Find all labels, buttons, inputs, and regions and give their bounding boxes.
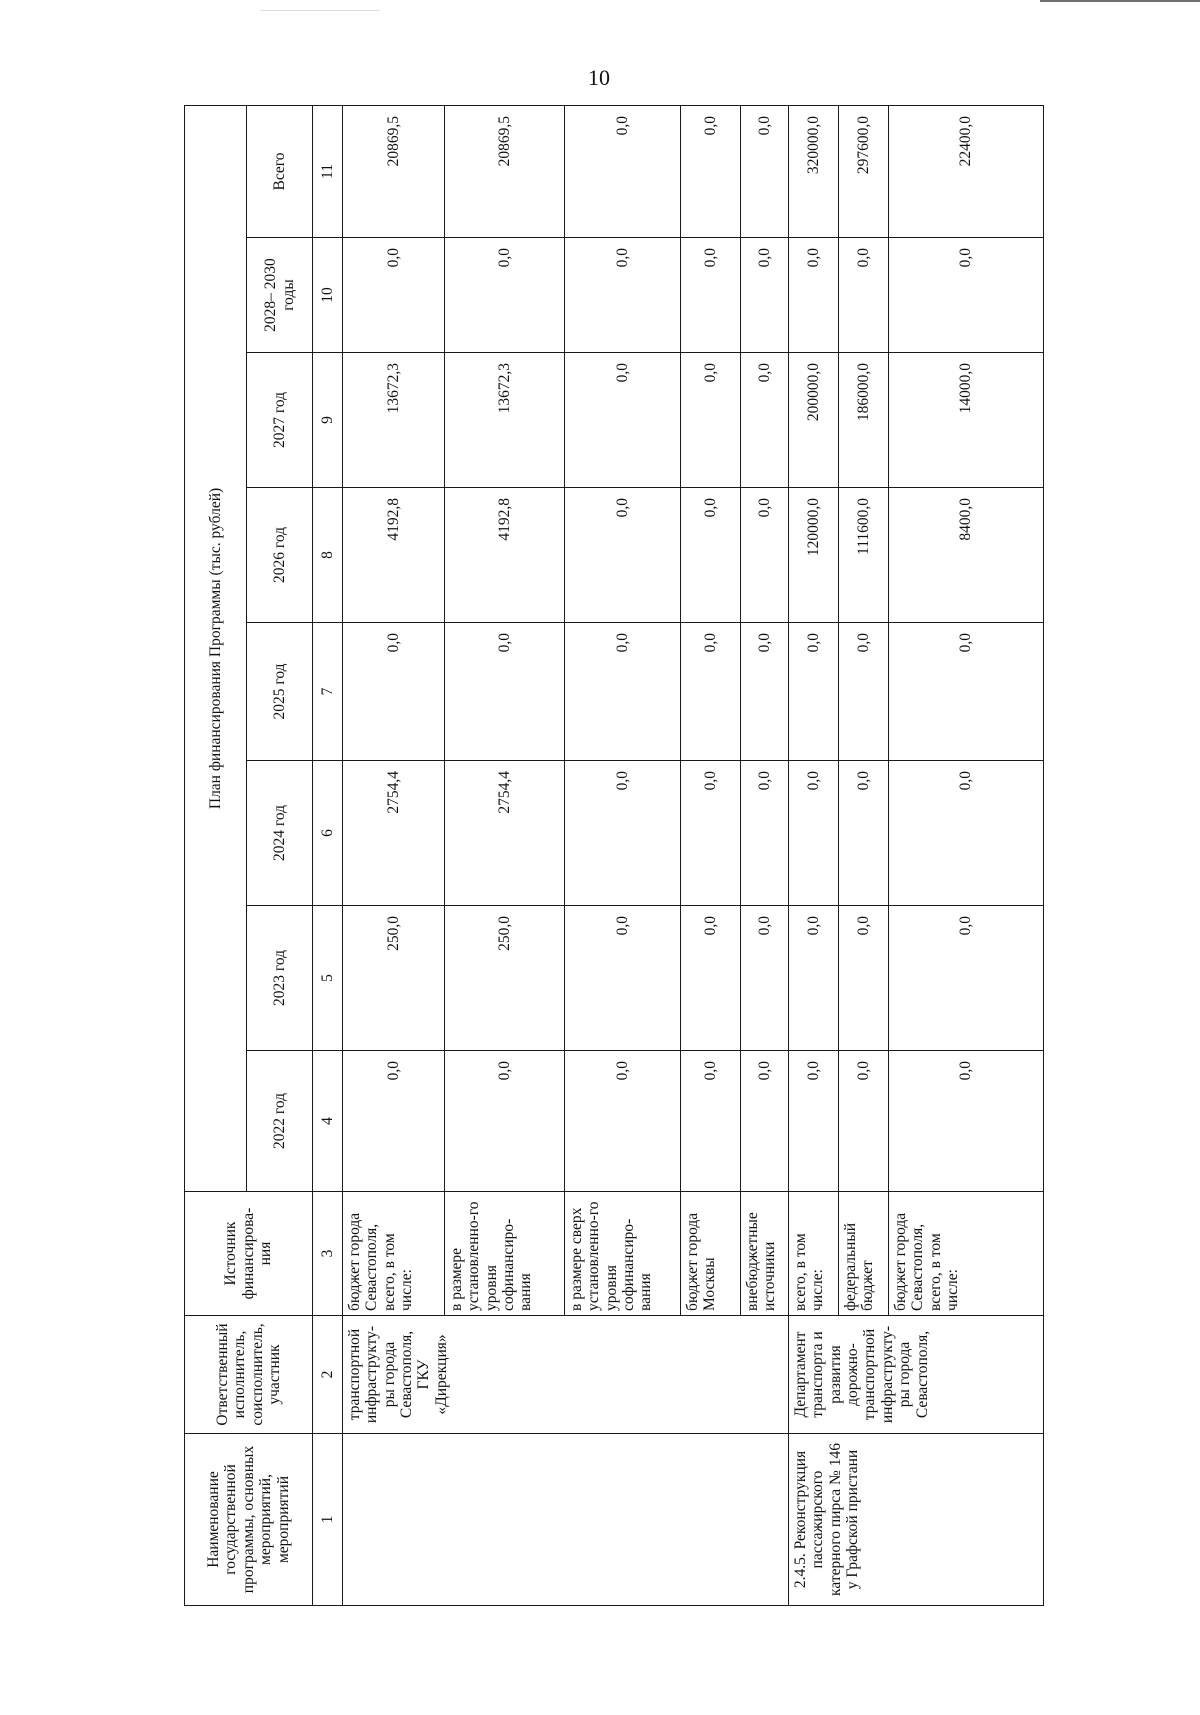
value-cell: 0,0 (565, 488, 681, 623)
header-year-2022: 2022 год (247, 1051, 313, 1192)
source-cell: федеральный бюджет (839, 1192, 889, 1316)
value-cell: 4192,8 (445, 488, 565, 623)
value-cell: 186000,0 (839, 353, 889, 488)
value-cell: 111600,0 (839, 488, 889, 623)
source-cell: бюджет города Севастополя, всего, в том числе: (343, 1192, 445, 1316)
column-number: 11 (313, 105, 343, 237)
value-cell: 120000,0 (789, 488, 839, 623)
value-cell: 0,0 (565, 238, 681, 353)
header-year-2024: 2024 год (247, 761, 313, 906)
column-number: 3 (313, 1192, 343, 1316)
value-cell: 0,0 (565, 623, 681, 761)
value-cell: 0,0 (741, 623, 789, 761)
source-cell: бюджет города Москвы (681, 1192, 741, 1316)
value-cell: 0,0 (565, 1051, 681, 1192)
value-cell: 0,0 (789, 1051, 839, 1192)
header-plan-title: План финансирования Программы (тыс. рублей) (185, 105, 247, 1191)
value-cell: 0,0 (565, 906, 681, 1051)
value-cell: 297600,0 (839, 105, 889, 237)
value-cell: 0,0 (343, 623, 445, 761)
value-cell: 0,0 (839, 761, 889, 906)
value-cell: 0,0 (741, 488, 789, 623)
column-number: 7 (313, 623, 343, 761)
source-cell: всего, в том числе: (789, 1192, 839, 1316)
value-cell: 0,0 (681, 761, 741, 906)
source-cell: внебюджетные источники (741, 1192, 789, 1316)
value-cell: 0,0 (789, 906, 839, 1051)
value-cell: 200000,0 (789, 353, 839, 488)
value-cell: 0,0 (741, 105, 789, 237)
source-cell: в размере установленно-го уровня софинансиро-вания (445, 1192, 565, 1316)
value-cell: 0,0 (741, 906, 789, 1051)
value-cell: 0,0 (889, 906, 1044, 1051)
source-cell: бюджет города Севастополя, всего, в том числе: (889, 1192, 1044, 1316)
value-cell: 0,0 (445, 238, 565, 353)
value-cell: 0,0 (839, 906, 889, 1051)
value-cell: 250,0 (445, 906, 565, 1051)
header-source-column: Источник финансирова-ния (185, 1192, 313, 1316)
responsible-cell: транспортной инфраструкту-ры города Севастополя, ГКУ «Дирекция» (343, 1316, 789, 1434)
value-cell: 0,0 (789, 761, 839, 906)
header-years-2028-2030: 2028– 2030 годы (247, 238, 313, 353)
table-row (343, 105, 445, 1605)
value-cell: 0,0 (741, 1051, 789, 1192)
column-number: 4 (313, 1051, 343, 1192)
page-number: 10 (588, 65, 610, 90)
value-cell: 0,0 (343, 238, 445, 353)
value-cell: 0,0 (343, 1051, 445, 1192)
column-number: 5 (313, 906, 343, 1051)
header-name-column: Наименование государственной программы, основных мероприятий, мероприятий (185, 1434, 313, 1606)
source-cell: в размере сверх установленно-го уровня софинансиро-вания (565, 1192, 681, 1316)
value-cell: 13672,3 (343, 353, 445, 488)
value-cell: 0,0 (839, 238, 889, 353)
value-cell: 0,0 (445, 1051, 565, 1192)
value-cell: 0,0 (839, 623, 889, 761)
value-cell: 20869,5 (445, 105, 565, 237)
value-cell: 0,0 (681, 353, 741, 488)
value-cell: 0,0 (889, 761, 1044, 906)
header-year-2027: 2027 год (247, 353, 313, 488)
value-cell: 8400,0 (889, 488, 1044, 623)
value-cell: 0,0 (681, 488, 741, 623)
column-number: 6 (313, 761, 343, 906)
value-cell: 13672,3 (445, 353, 565, 488)
header-year-2025: 2025 год (247, 623, 313, 761)
rotated-table-wrapper (184, 106, 1044, 1606)
value-cell: 0,0 (889, 238, 1044, 353)
value-cell: 4192,8 (343, 488, 445, 623)
program-name-cell (343, 1434, 789, 1606)
financing-plan-table (184, 105, 1044, 1606)
value-cell: 320000,0 (789, 105, 839, 237)
value-cell: 0,0 (741, 761, 789, 906)
table-row (789, 105, 839, 1605)
responsible-cell: Департамент транспорта и развития дорожно-транспортной инфраструкту-ры города Севастополя, (789, 1316, 1044, 1434)
value-cell: 0,0 (741, 238, 789, 353)
value-cell: 14000,0 (889, 353, 1044, 488)
value-cell: 250,0 (343, 906, 445, 1051)
column-number: 10 (313, 238, 343, 353)
value-cell: 0,0 (789, 238, 839, 353)
value-cell: 0,0 (681, 238, 741, 353)
header-total: Всего (247, 105, 313, 237)
header-responsible-column: Ответственный исполнитель, соисполнитель, участник (185, 1316, 313, 1434)
header-year-2023: 2023 год (247, 906, 313, 1051)
value-cell: 2754,4 (343, 761, 445, 906)
value-cell: 0,0 (889, 623, 1044, 761)
value-cell: 0,0 (839, 1051, 889, 1192)
value-cell: 0,0 (565, 353, 681, 488)
value-cell: 0,0 (565, 105, 681, 237)
column-number: 2 (313, 1316, 343, 1434)
value-cell: 22400,0 (889, 105, 1044, 237)
value-cell: 2754,4 (445, 761, 565, 906)
value-cell: 0,0 (741, 353, 789, 488)
header-year-2026: 2026 год (247, 488, 313, 623)
column-number: 8 (313, 488, 343, 623)
column-number: 1 (313, 1434, 343, 1606)
value-cell: 0,0 (681, 1051, 741, 1192)
scan-artifact-top-right (1040, 0, 1200, 2)
value-cell: 0,0 (681, 906, 741, 1051)
value-cell: 20869,5 (343, 105, 445, 237)
value-cell: 0,0 (565, 761, 681, 906)
scan-artifact-top-left (260, 10, 380, 11)
value-cell: 0,0 (445, 623, 565, 761)
value-cell: 0,0 (789, 623, 839, 761)
value-cell: 0,0 (889, 1051, 1044, 1192)
value-cell: 0,0 (681, 105, 741, 237)
program-name-cell: 2.4.5. Реконструкция пассажирского катерного пирса № 146 у Графской пристани (789, 1434, 1044, 1606)
value-cell: 0,0 (681, 623, 741, 761)
column-number: 9 (313, 353, 343, 488)
